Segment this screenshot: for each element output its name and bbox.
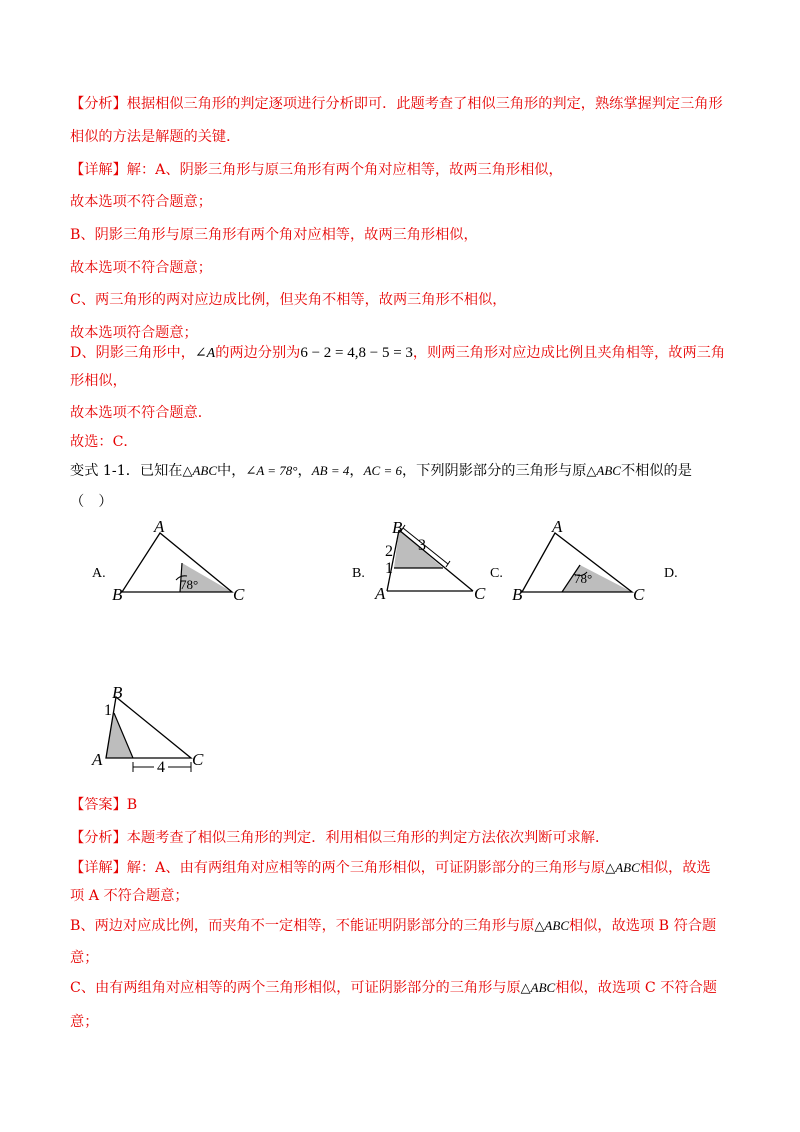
choose-line: 故选：C．: [70, 434, 138, 450]
fig-d-length-1: 1: [104, 702, 112, 719]
fig-b-length-2: 2: [385, 543, 393, 560]
fig-b-length-3: 3: [418, 537, 426, 554]
triangle-abc: △ABC: [586, 463, 621, 478]
option-a-label: A.: [92, 566, 106, 581]
line-c: C、两三角形的两对应边成比例，但夹角不相等，故两三角形不相似，: [70, 292, 507, 308]
answer-value: B: [126, 797, 138, 813]
line-a-conclusion: 故本选项不符合题意；: [70, 194, 212, 210]
fig-c-vertex-b: B: [512, 585, 523, 604]
line-d: D、阴影三角形中，∠A的两边分别为6 − 2 = 4,8 − 5 = 3，则两三角形对应边成比例且夹角相等，故两三角: [70, 345, 726, 361]
fig-a-vertex-a: A: [154, 520, 165, 536]
ab-condition: AB = 4: [311, 463, 350, 478]
figure-d: [88, 685, 213, 780]
answer-paren: （ ）: [70, 494, 113, 510]
angle-a-symbol: ∠A: [194, 346, 216, 361]
answer-detail-a: 【详解】解：A、由有两组角对应相等的两个三角形相似，可证阴影部分的三角形与原△ABC相似，故选: [70, 860, 711, 876]
answer-tag: 【答案】: [70, 797, 127, 813]
fig-a-vertex-c: C: [233, 585, 245, 604]
analysis-line-2: 相似的方法是解题的关键．: [70, 129, 241, 145]
triangle-abc: △ABC: [605, 860, 640, 875]
triangle-abc: △ABC: [534, 918, 569, 933]
answer-line: [70, 795, 137, 815]
answer-detail-tag: 【详解】: [70, 860, 127, 876]
fig-d-vertex-a: A: [92, 750, 103, 769]
line-d-cont: 形相似，: [70, 373, 127, 389]
option-c-label: C.: [490, 566, 503, 581]
answer-analysis-tag: 【分析】: [70, 830, 127, 846]
angle-condition: ∠A = 78°: [245, 463, 298, 478]
line-d-conclusion: 故本选项不符合题意．: [70, 405, 212, 421]
fig-c-vertex-a: A: [552, 520, 563, 536]
line-b: B、阴影三角形与原三角形有两个角对应相等，故两三角形相似，: [70, 227, 478, 243]
line-c-conclusion: 故本选项符合题意；: [70, 325, 198, 341]
fig-c-vertex-c: C: [633, 585, 645, 604]
fig-d-vertex-b: B: [112, 685, 123, 702]
figure-a: [110, 520, 255, 605]
answer-detail-c: C、由有两组角对应相等的两个三角形相似，可证阴影部分的三角形与原△ABC相似，故选项 C 不符合题: [70, 980, 717, 996]
fig-a-vertex-b: B: [112, 585, 123, 604]
triangle-abc: △ABC: [520, 980, 556, 995]
fig-b-vertex-b: B: [392, 518, 403, 537]
answer-detail-b: B、两边对应成比例，而夹角不一定相等，不能证明阴影部分的三角形与原△ABC相似，故选项 B 符合题: [70, 918, 717, 934]
analysis-tag: 【分析】: [70, 96, 127, 112]
fig-d-vertex-c: C: [192, 750, 204, 769]
analysis-line-1: 【分析】根据相似三角形的判定逐项进行分析即可．此题考查了相似三角形的判定，熟练掌握判定三角形: [70, 96, 723, 112]
answer-detail-b-cont: 意；: [70, 950, 99, 966]
option-d-label: D.: [664, 566, 678, 581]
problem-stem: 变式 1-1．已知在△ABC中，∠A = 78°，AB = 4，AC = 6，下列阴影部分的三角形与原△ABC不相似的是: [70, 463, 692, 479]
option-b-label: B.: [352, 566, 365, 581]
figure-b: [370, 518, 495, 603]
math-expression: 6 − 2 = 4,8 − 5 = 3: [300, 345, 413, 361]
figure-c: [510, 520, 650, 605]
detail-tag: 【详解】: [70, 162, 127, 178]
fig-b-length-1: 1: [385, 560, 393, 577]
fig-b-vertex-a: A: [375, 584, 386, 603]
fig-a-angle-label: 78°: [180, 577, 199, 592]
fig-d-length-4: 4: [157, 759, 165, 776]
line-b-conclusion: 故本选项不符合题意；: [70, 260, 212, 276]
answer-detail-c-cont: 意；: [70, 1014, 99, 1030]
fig-c-angle-label: 78°: [574, 571, 593, 586]
triangle-abc: △ABC: [182, 463, 218, 478]
answer-analysis: 【分析】本题考查了相似三角形的判定．利用相似三角形的判定方法依次判断可求解．: [70, 830, 610, 846]
detail-line-1: 【详解】解：A、阴影三角形与原三角形有两个角对应相等，故两三角形相似，: [70, 162, 563, 178]
ac-condition: AC = 6: [363, 463, 402, 478]
answer-detail-a-cont: 项 A 不符合题意；: [70, 888, 189, 904]
fig-b-vertex-c: C: [474, 584, 486, 603]
